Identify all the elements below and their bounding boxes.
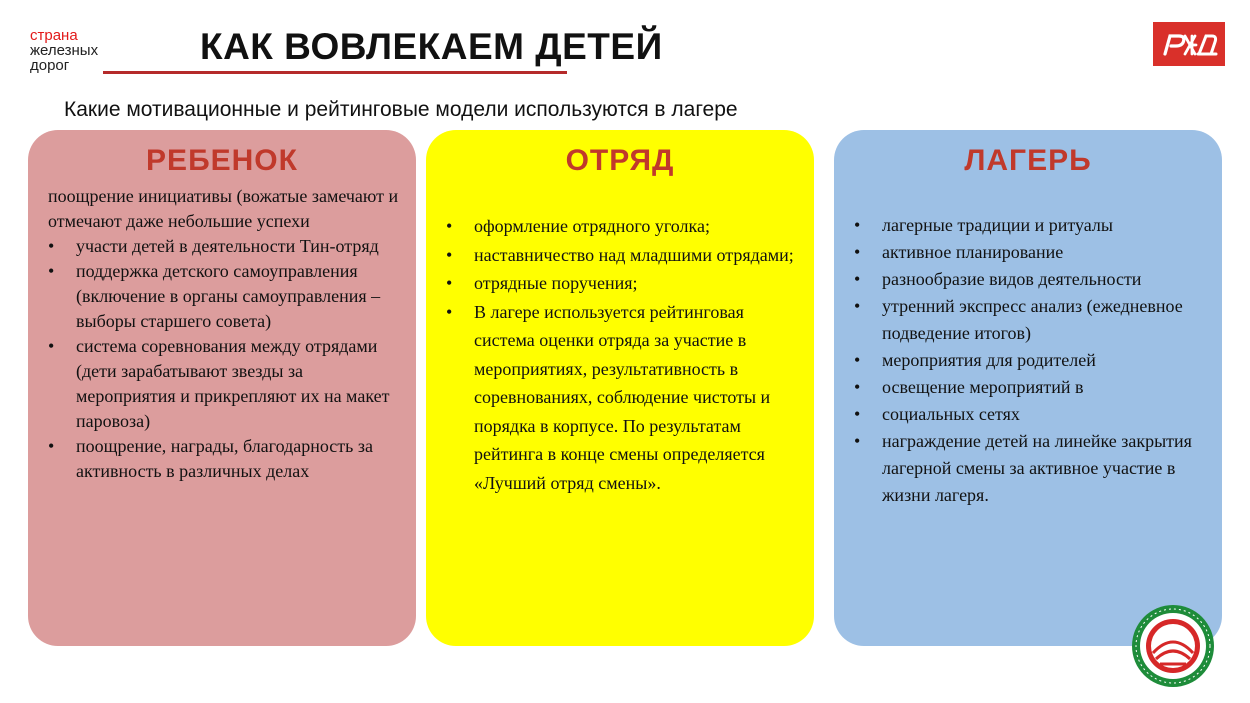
list-item: • поощрение, награды, благодарность за активность в различных делах xyxy=(48,434,402,484)
list-item: • наставничество над младшими отрядами; xyxy=(446,241,800,270)
list-item: • социальных сетях xyxy=(854,401,1208,428)
card-list xyxy=(854,212,1208,509)
list-item: • оформление отрядного уголка; xyxy=(446,212,800,241)
card-child xyxy=(28,130,416,646)
page-title: КАК ВОВЛЕКАЕМ ДЕТЕЙ xyxy=(200,26,663,67)
list-item: • отрядные поручения; xyxy=(446,269,800,298)
title-underline xyxy=(103,71,567,74)
card-body xyxy=(48,184,402,484)
brand-logo-text xyxy=(30,28,98,73)
camp-emblem-icon xyxy=(1130,603,1216,689)
brand-line-3: дорог xyxy=(30,57,70,74)
list-item: • В лагере используется рейтинговая система оценки отряда за участие в мероприятиях, результативность в соревнованиях, соблюдение чистоты и порядка в корпусе. По результатам рейтинга в конце смены определяется «Лучший отряд смены». xyxy=(446,298,800,498)
list-item: • награждение детей на линейке закрытия лагерной смены за активное участие в жизни лагеря. xyxy=(854,428,1208,509)
list-item: • разнообразие видов деятельности xyxy=(854,266,1208,293)
card-body xyxy=(446,212,800,497)
subtitle: Какие мотивационные и рейтинговые модели используются в лагере xyxy=(64,98,738,121)
rzd-logo-glyph xyxy=(1159,30,1219,58)
brand-line-2: железных xyxy=(30,42,99,59)
list-item: • утренний экспресс анализ (ежедневное подведение итогов) xyxy=(854,293,1208,347)
list-item: • участи детей в деятельности Тин-отряд xyxy=(48,234,402,259)
card-heading: РЕБЕНОК xyxy=(146,144,298,177)
rzd-logo-icon xyxy=(1153,22,1225,66)
card-squad xyxy=(426,130,814,646)
card-list xyxy=(446,212,800,497)
list-item: • система соревнования между отрядами (дети зарабатывают звезды за мероприятия и прикрепляют их на макет паровоза) xyxy=(48,334,402,434)
list-item: • активное планирование xyxy=(854,239,1208,266)
brand-line-1: страна xyxy=(30,27,78,44)
card-camp xyxy=(834,130,1222,646)
list-item: • освещение мероприятий в xyxy=(854,374,1208,401)
card-body xyxy=(854,212,1208,509)
list-item: • поддержка детского самоуправления (включение в органы самоуправления – выборы старшего совета) xyxy=(48,259,402,334)
list-item: • мероприятия для родителей xyxy=(854,347,1208,374)
card-heading: ЛАГЕРЬ xyxy=(964,144,1092,177)
list-item: • лагерные традиции и ритуалы xyxy=(854,212,1208,239)
card-intro-text: поощрение инициативы (вожатые замечают и отмечают даже небольшие успехи xyxy=(48,186,399,231)
card-list xyxy=(48,234,402,484)
card-heading: ОТРЯД xyxy=(565,144,675,177)
emblem-graphic xyxy=(1130,603,1216,689)
